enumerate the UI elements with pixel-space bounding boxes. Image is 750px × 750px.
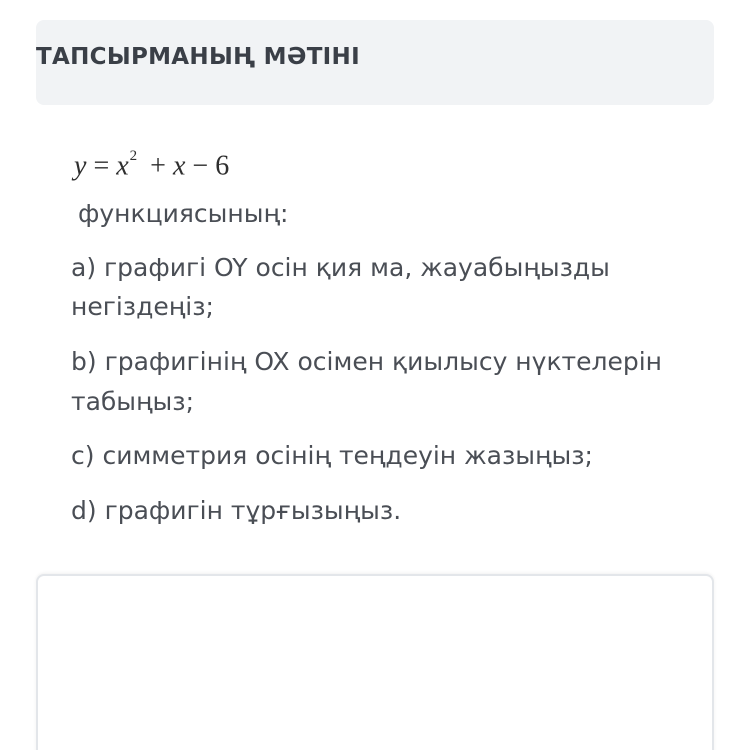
item-a-line1: a) графигі OY осін қия ма, жауабыңызды [71, 253, 610, 282]
formula-x-squared: x [116, 150, 129, 182]
item-b-line1: b) графигінің OX осімен қиылысу нүктелерін [71, 347, 663, 376]
function-intro: функциясының: [78, 199, 289, 228]
formula-equals: = [86, 150, 117, 182]
formula-exponent: 2 [129, 148, 138, 164]
item-d: d) графигін тұрғызыңыз. [71, 496, 402, 525]
answer-card[interactable] [36, 574, 714, 750]
item-c: c) симметрия осінің теңдеуін жазыңыз; [71, 441, 593, 470]
formula-plus: + [143, 150, 173, 182]
task-title: ТАПСЫРМАНЫҢ МӘТІНІ [36, 44, 360, 70]
formula-constant: 6 [215, 150, 230, 182]
item-b-line2: табыңыз; [71, 387, 195, 416]
formula-minus: − [185, 150, 216, 182]
formula-x: x [172, 150, 186, 182]
item-a-line2: негіздеңіз; [71, 292, 214, 321]
formula-y: y [74, 150, 87, 182]
function-formula [74, 136, 229, 184]
